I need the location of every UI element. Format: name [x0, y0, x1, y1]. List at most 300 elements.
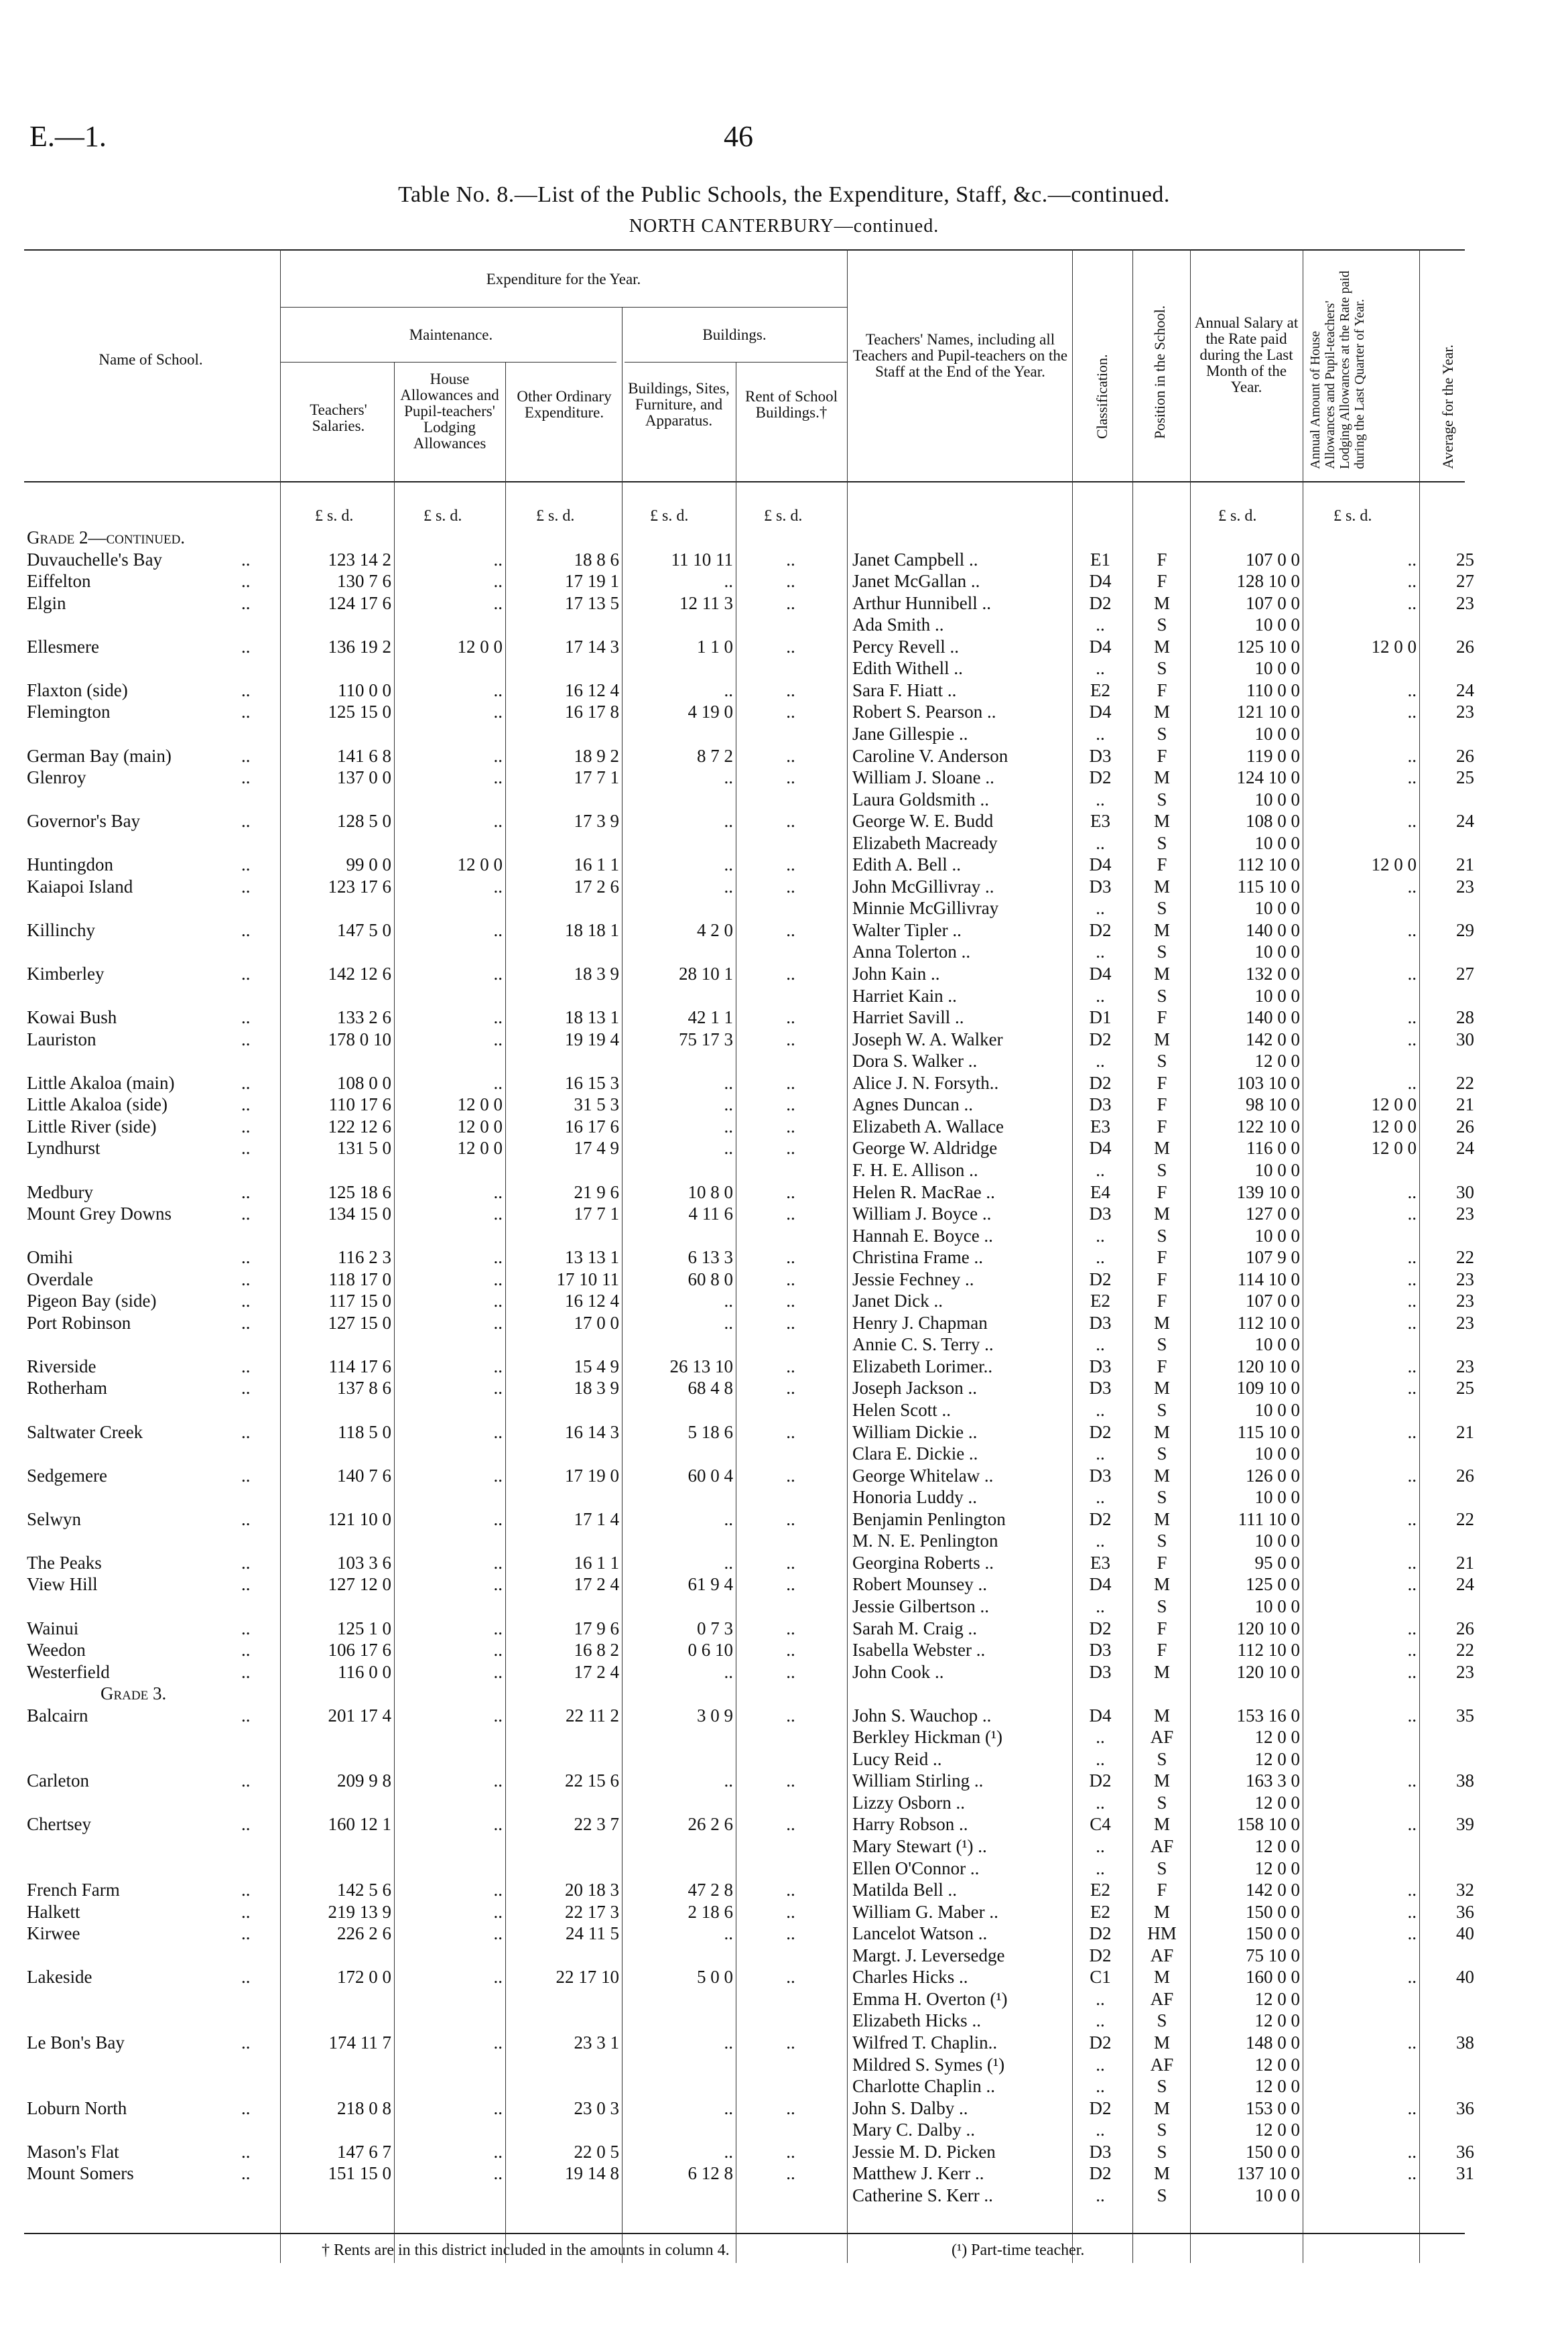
allowance-cell: ..: [1407, 2163, 1417, 2184]
other-expenditure-cell: 18 3 9: [574, 964, 619, 984]
allowance-cell: ..: [1407, 1574, 1417, 1595]
annual-salary-cell: 148 0 0: [1246, 2032, 1300, 2053]
average-cell: 23: [1456, 592, 1474, 613]
leader-dots: ..: [241, 964, 251, 984]
annual-salary-cell: 95 0 0: [1254, 1552, 1300, 1573]
rent-cell: ..: [786, 571, 795, 592]
school-name: Killinchy: [27, 919, 95, 940]
teacher-name-cell: Arthur Hunnibell ..: [852, 592, 991, 613]
teacher-name-cell: Annie C. S. Terry ..: [852, 1334, 994, 1355]
position-cell: S: [1157, 1531, 1167, 1551]
classification-cell: D3: [1089, 1312, 1112, 1333]
header-classification: Classification.: [1094, 354, 1110, 439]
table-row: [0, 1945, 1568, 1966]
position-cell: S: [1157, 985, 1167, 1006]
table-row: [0, 1181, 1568, 1203]
leader-dots: ..: [241, 811, 251, 832]
footnote-rents: † Rents are in this district included in the amounts in column 4.: [322, 2242, 730, 2259]
school-name: Omihi: [27, 1247, 74, 1268]
annual-salary-cell: 10 0 0: [1254, 789, 1300, 809]
classification-cell: D3: [1089, 1378, 1112, 1399]
teacher-name-cell: John S. Dalby ..: [852, 2097, 968, 2118]
teacher-name-cell: Hannah E. Boyce ..: [852, 1225, 993, 1246]
salary-cell: 99 0 0: [346, 854, 391, 875]
salary-cell: 151 15 0: [328, 2163, 391, 2184]
rent-cell: ..: [786, 2163, 795, 2184]
teacher-name-cell: Sara F. Hiatt ..: [852, 679, 957, 700]
classification-cell: E3: [1090, 1552, 1110, 1573]
salary-cell: 123 14 2: [328, 549, 391, 570]
rent-cell: ..: [786, 1291, 795, 1311]
house-allowance-cell: ..: [493, 1072, 503, 1093]
house-allowance-cell: ..: [493, 1269, 503, 1289]
leader-dots: ..: [241, 1204, 251, 1224]
position-cell: S: [1157, 1225, 1167, 1246]
leader-dots: ..: [241, 1465, 251, 1486]
house-allowance-cell: ..: [493, 1312, 503, 1333]
annual-salary-cell: 112 10 0: [1237, 854, 1300, 875]
teacher-name-cell: Janet Dick ..: [852, 1291, 943, 1311]
classification-cell: D4: [1089, 702, 1112, 722]
position-cell: F: [1157, 1094, 1167, 1115]
table-row: [0, 1159, 1568, 1181]
annual-salary-cell: 12 0 0: [1254, 2054, 1300, 2075]
position-cell: S: [1157, 2141, 1167, 2162]
rent-cell: ..: [786, 1204, 795, 1224]
school-name: Kaiapoi Island: [27, 876, 133, 897]
house-allowance-cell: ..: [493, 1291, 503, 1311]
teacher-name-cell: George W. Aldridge: [852, 1138, 998, 1159]
teacher-name-cell: Harriet Savill ..: [852, 1007, 964, 1028]
table-row: [0, 1835, 1568, 1857]
table-row: [0, 789, 1568, 810]
average-cell: 23: [1456, 1269, 1474, 1289]
annual-salary-cell: 115 10 0: [1237, 876, 1300, 897]
salary-cell: 174 11 7: [328, 2032, 391, 2053]
position-cell: S: [1157, 2120, 1167, 2140]
annual-salary-cell: 140 0 0: [1246, 919, 1300, 940]
teacher-name-cell: Robert Mounsey ..: [852, 1574, 987, 1595]
teacher-name-cell: Percy Revell ..: [852, 636, 959, 657]
house-allowance-cell: 12 0 0: [457, 1094, 503, 1115]
leader-dots: ..: [241, 1116, 251, 1137]
other-expenditure-cell: 17 13 5: [565, 592, 619, 613]
average-cell: 25: [1456, 767, 1474, 788]
salary-cell: 142 12 6: [328, 964, 391, 984]
table-row: [0, 679, 1568, 701]
position-cell: M: [1153, 1312, 1170, 1333]
house-allowance-cell: ..: [493, 1705, 503, 1726]
teacher-name-cell: Alice J. N. Forsyth..: [852, 1072, 999, 1093]
rent-cell: ..: [786, 811, 795, 832]
teacher-name-cell: Ada Smith ..: [852, 614, 944, 635]
buildings-cell: 3 0 9: [697, 1705, 733, 1726]
average-cell: 22: [1456, 1247, 1474, 1268]
classification-cell: ..: [1096, 1988, 1105, 2009]
leader-dots: ..: [241, 745, 251, 766]
other-expenditure-cell: 17 14 3: [565, 636, 619, 657]
classification-cell: ..: [1096, 2185, 1105, 2205]
salary-cell: 106 17 6: [328, 1640, 391, 1661]
allowance-cell: ..: [1407, 1465, 1417, 1486]
position-cell: M: [1153, 1138, 1170, 1159]
school-name: Pigeon Bay (side): [27, 1291, 157, 1311]
table-row: [0, 1050, 1568, 1072]
teacher-name-cell: Emma H. Overton (¹): [852, 1988, 1008, 2009]
annual-salary-cell: 12 0 0: [1254, 2010, 1300, 2031]
teacher-name-cell: Janet McGallan ..: [852, 571, 980, 592]
table-row: [0, 2097, 1568, 2119]
table-row: [0, 1465, 1568, 1486]
teacher-name-cell: Joseph Jackson ..: [852, 1378, 977, 1399]
salary-cell: 140 7 6: [337, 1465, 391, 1486]
teacher-name-cell: Berkley Hickman (¹): [852, 1727, 1003, 1748]
allowance-cell: ..: [1407, 549, 1417, 570]
school-name: Mount Grey Downs: [27, 1204, 172, 1224]
buildings-cell: 8 7 2: [697, 745, 733, 766]
other-expenditure-cell: 31 5 3: [574, 1094, 619, 1115]
rent-cell: ..: [786, 1029, 795, 1049]
leader-dots: ..: [241, 1029, 251, 1049]
position-cell: F: [1157, 1072, 1167, 1093]
allowance-cell: ..: [1407, 1072, 1417, 1093]
table-row: [0, 963, 1568, 984]
teacher-name-cell: Lancelot Watson ..: [852, 1923, 988, 1944]
school-name: Lakeside: [27, 1967, 92, 1988]
leader-dots: ..: [241, 1640, 251, 1661]
average-cell: 36: [1456, 2141, 1474, 2162]
allowance-cell: ..: [1407, 1880, 1417, 1900]
header-teachers-names: Teachers' Names, including all Teachers and Pupil-teachers on the Staff at the End of the Year.: [852, 331, 1068, 380]
teacher-name-cell: Ellen O'Connor ..: [852, 1858, 980, 1878]
classification-cell: ..: [1096, 1727, 1105, 1748]
other-expenditure-cell: 18 8 6: [574, 549, 619, 570]
classification-cell: D2: [1089, 1029, 1112, 1049]
position-cell: S: [1157, 2185, 1167, 2205]
teacher-name-cell: Christina Frame ..: [852, 1247, 983, 1268]
table-row: [0, 1573, 1568, 1595]
annual-salary-cell: 10 0 0: [1254, 832, 1300, 853]
allowance-cell: ..: [1407, 1181, 1417, 1202]
rent-cell: ..: [786, 1901, 795, 1922]
teacher-name-cell: Georgina Roberts ..: [852, 1552, 994, 1573]
buildings-cell: 26 2 6: [688, 1814, 733, 1835]
table-row: [0, 2162, 1568, 2184]
rent-cell: ..: [786, 1094, 795, 1115]
salary-cell: 125 1 0: [337, 1618, 391, 1638]
classification-cell: D3: [1089, 1204, 1112, 1224]
annual-salary-cell: 120 10 0: [1236, 1356, 1300, 1376]
footnote-part-time: (¹) Part-time teacher.: [952, 2242, 1085, 2259]
table-row: [0, 1029, 1568, 1050]
allowance-cell: ..: [1407, 1312, 1417, 1333]
buildings-cell: 5 18 6: [688, 1421, 733, 1442]
house-allowance-cell: ..: [493, 964, 503, 984]
buildings-cell: 6 12 8: [688, 2163, 733, 2184]
classification-cell: D1: [1089, 1007, 1112, 1028]
position-cell: S: [1157, 1792, 1167, 1813]
rent-cell: ..: [786, 1640, 795, 1661]
leader-dots: ..: [241, 1770, 251, 1791]
teacher-name-cell: Jane Gillespie ..: [852, 723, 968, 744]
other-expenditure-cell: 16 1 1: [574, 854, 619, 875]
school-name: French Farm: [27, 1880, 120, 1900]
school-name: Halkett: [27, 1901, 80, 1922]
classification-cell: D2: [1089, 767, 1112, 788]
teacher-name-cell: Walter Tipler ..: [852, 919, 962, 940]
position-cell: M: [1153, 1770, 1170, 1791]
buildings-cell: ..: [724, 571, 733, 592]
position-cell: F: [1157, 854, 1167, 875]
position-cell: F: [1157, 1640, 1167, 1661]
classification-cell: ..: [1096, 1531, 1105, 1551]
page-ref: E.—1.: [29, 120, 107, 153]
house-allowance-cell: ..: [493, 1247, 503, 1268]
teacher-name-cell: Harriet Kain ..: [852, 985, 957, 1006]
classification-cell: D4: [1089, 1705, 1112, 1726]
teacher-name-cell: M. N. E. Penlington: [852, 1531, 998, 1551]
average-cell: 27: [1456, 964, 1474, 984]
average-cell: 23: [1456, 876, 1474, 897]
school-name: Flaxton (side): [27, 679, 128, 700]
teacher-name-cell: Edith A. Bell ..: [852, 854, 961, 875]
leader-dots: ..: [241, 1552, 251, 1573]
classification-cell: D3: [1089, 876, 1112, 897]
annual-salary-cell: 103 10 0: [1236, 1072, 1300, 1093]
classification-cell: ..: [1096, 1051, 1105, 1072]
average-cell: 30: [1456, 1029, 1474, 1049]
rent-cell: ..: [786, 854, 795, 875]
classification-cell: E2: [1090, 1291, 1110, 1311]
salary-cell: 226 2 6: [337, 1923, 391, 1944]
table-row: [0, 2075, 1568, 2097]
leader-dots: ..: [241, 1967, 251, 1988]
header-annual-salary: Annual Salary at the Rate paid during the Last Month of the Year.: [1194, 314, 1299, 395]
table-row: [0, 1923, 1568, 1944]
classification-cell: D2: [1089, 1269, 1112, 1289]
table-row: [0, 897, 1568, 919]
classification-cell: ..: [1096, 1487, 1105, 1508]
table-row: [0, 1748, 1568, 1770]
position-cell: F: [1157, 571, 1167, 592]
annual-salary-cell: 10 0 0: [1254, 658, 1300, 679]
table-row: [0, 832, 1568, 854]
house-allowance-cell: ..: [493, 1618, 503, 1638]
school-name: Overdale: [27, 1269, 93, 1289]
buildings-cell: 0 6 10: [688, 1640, 733, 1661]
position-cell: S: [1157, 1748, 1167, 1769]
table-row: [0, 1399, 1568, 1421]
annual-salary-cell: 12 0 0: [1254, 2120, 1300, 2140]
position-cell: M: [1153, 592, 1170, 613]
unit-label: £ s. d.: [423, 507, 462, 525]
other-expenditure-cell: 16 1 1: [574, 1552, 619, 1573]
allowance-cell: ..: [1407, 1901, 1417, 1922]
teacher-name-cell: Harry Robson ..: [852, 1814, 968, 1835]
school-name: Chertsey: [27, 1814, 91, 1835]
allowance-cell: ..: [1407, 964, 1417, 984]
leader-dots: ..: [241, 2097, 251, 2118]
position-cell: F: [1157, 1356, 1167, 1376]
table-row: [0, 1792, 1568, 1813]
average-cell: 23: [1456, 1204, 1474, 1224]
school-name: Little River (side): [27, 1116, 157, 1137]
salary-cell: 133 2 6: [337, 1007, 391, 1028]
classification-cell: ..: [1096, 614, 1105, 635]
unit-label: £ s. d.: [764, 507, 803, 525]
allowance-cell: 12 0 0: [1371, 854, 1417, 875]
other-expenditure-cell: 17 2 4: [574, 1661, 619, 1682]
allowance-cell: ..: [1407, 1204, 1417, 1224]
salary-cell: 121 10 0: [328, 1508, 391, 1529]
average-cell: 23: [1456, 1661, 1474, 1682]
teacher-name-cell: George W. E. Budd: [852, 811, 994, 832]
table-subtitle: NORTH CANTERBURY—continued.: [629, 216, 939, 237]
rent-cell: ..: [786, 1378, 795, 1399]
house-allowance-cell: ..: [493, 745, 503, 766]
other-expenditure-cell: 13 13 1: [565, 1247, 619, 1268]
teacher-name-cell: John Cook ..: [852, 1661, 944, 1682]
table-row: [0, 1334, 1568, 1355]
table-row: [0, 2119, 1568, 2140]
house-allowance-cell: ..: [493, 679, 503, 700]
leader-dots: ..: [241, 571, 251, 592]
other-expenditure-cell: 16 14 3: [565, 1421, 619, 1442]
average-cell: 23: [1456, 702, 1474, 722]
annual-salary-cell: 10 0 0: [1254, 723, 1300, 744]
school-name: Wainui: [27, 1618, 79, 1638]
school-name: Le Bon's Bay: [27, 2032, 125, 2053]
classification-cell: D3: [1089, 1661, 1112, 1682]
other-expenditure-cell: 16 17 8: [565, 702, 619, 722]
classification-cell: ..: [1096, 723, 1105, 744]
other-expenditure-cell: 24 11 5: [566, 1923, 619, 1944]
position-cell: F: [1157, 1618, 1167, 1638]
school-name: Loburn North: [27, 2097, 127, 2118]
teacher-name-cell: Jessie M. D. Picken: [852, 2141, 996, 2162]
table-row: [0, 723, 1568, 744]
position-cell: S: [1157, 1051, 1167, 1072]
school-name: Ellesmere: [27, 636, 99, 657]
table-row: [0, 1269, 1568, 1290]
table-row: [0, 549, 1568, 570]
table-row: [0, 1377, 1568, 1399]
position-cell: M: [1153, 1901, 1170, 1922]
teacher-name-cell: George Whitelaw ..: [852, 1465, 994, 1486]
annual-salary-cell: 153 16 0: [1236, 1705, 1300, 1726]
position-cell: S: [1157, 2076, 1167, 2097]
buildings-cell: ..: [724, 854, 733, 875]
salary-cell: 128 5 0: [337, 811, 391, 832]
teacher-name-cell: Laura Goldsmith ..: [852, 789, 989, 809]
allowance-cell: ..: [1407, 2032, 1417, 2053]
annual-salary-cell: 150 0 0: [1246, 1901, 1300, 1922]
buildings-cell: ..: [724, 2032, 733, 2053]
table-row: [0, 745, 1568, 767]
average-cell: 26: [1456, 1618, 1474, 1638]
house-allowance-cell: ..: [493, 1204, 503, 1224]
annual-salary-cell: 10 0 0: [1254, 1225, 1300, 1246]
buildings-cell: 47 2 8: [688, 1880, 733, 1900]
table-row: [0, 1137, 1568, 1159]
average-cell: 30: [1456, 1181, 1474, 1202]
table-row: [0, 941, 1568, 962]
teacher-name-cell: Robert S. Pearson ..: [852, 702, 996, 722]
salary-cell: 201 17 4: [328, 1705, 391, 1726]
position-cell: F: [1157, 1880, 1167, 1900]
house-allowance-cell: ..: [493, 1552, 503, 1573]
table-row: [0, 570, 1568, 592]
salary-cell: 110 17 6: [328, 1094, 391, 1115]
rent-cell: ..: [786, 1618, 795, 1638]
table-row: [0, 1246, 1568, 1268]
other-expenditure-cell: 17 2 6: [574, 876, 619, 897]
salary-cell: 116 0 0: [338, 1661, 391, 1682]
salary-cell: 134 15 0: [328, 1204, 391, 1224]
teacher-name-cell: Jessie Fechney ..: [852, 1269, 974, 1289]
other-expenditure-cell: 22 3 7: [574, 1814, 619, 1835]
allowance-cell: ..: [1407, 1247, 1417, 1268]
table-row: [0, 1486, 1568, 1508]
school-name: Kimberley: [27, 964, 105, 984]
other-expenditure-cell: 20 18 3: [565, 1880, 619, 1900]
house-allowance-cell: ..: [493, 1465, 503, 1486]
leader-dots: ..: [241, 1705, 251, 1726]
buildings-cell: 2 18 6: [688, 1901, 733, 1922]
classification-cell: D2: [1089, 1618, 1112, 1638]
average-cell: 21: [1456, 1094, 1474, 1115]
rent-cell: ..: [786, 876, 795, 897]
table-row: [0, 1858, 1568, 1879]
average-cell: 38: [1456, 1770, 1474, 1791]
rent-cell: ..: [786, 1661, 795, 1682]
other-expenditure-cell: 18 9 2: [574, 745, 619, 766]
position-cell: AF: [1150, 1988, 1174, 2009]
position-cell: AF: [1150, 2054, 1174, 2075]
other-expenditure-cell: 23 3 1: [574, 2032, 619, 2053]
house-allowance-cell: ..: [493, 1574, 503, 1595]
position-cell: S: [1157, 2010, 1167, 2031]
buildings-cell: 4 19 0: [688, 702, 733, 722]
table-row: [0, 2185, 1568, 2206]
salary-cell: 117 15 0: [328, 1291, 391, 1311]
header-buildings: Buildings.: [702, 326, 767, 343]
rent-cell: ..: [786, 1552, 795, 1573]
table-row: [0, 1421, 1568, 1443]
buildings-cell: ..: [724, 1094, 733, 1115]
salary-cell: 147 5 0: [337, 919, 391, 940]
leader-dots: ..: [241, 1378, 251, 1399]
rent-cell: ..: [786, 679, 795, 700]
expenditure-rule: [280, 307, 847, 308]
average-cell: 22: [1456, 1072, 1474, 1093]
classification-cell: E3: [1090, 1116, 1110, 1137]
annual-salary-cell: 112 10 0: [1237, 1640, 1300, 1661]
house-allowance-cell: ..: [493, 1814, 503, 1835]
rent-cell: ..: [786, 1508, 795, 1529]
table-row: [0, 701, 1568, 722]
teacher-name-cell: Matilda Bell ..: [852, 1880, 957, 1900]
other-expenditure-cell: 18 13 1: [565, 1007, 619, 1028]
position-cell: M: [1153, 1705, 1170, 1726]
leader-dots: ..: [241, 1007, 251, 1028]
teacher-name-cell: Jessie Gilbertson ..: [852, 1596, 989, 1616]
other-expenditure-cell: 16 8 2: [574, 1640, 619, 1661]
rent-cell: ..: [786, 1770, 795, 1791]
annual-salary-cell: 111 10 0: [1238, 1508, 1300, 1529]
other-expenditure-cell: 18 3 9: [574, 1378, 619, 1399]
annual-salary-cell: 10 0 0: [1254, 1487, 1300, 1508]
